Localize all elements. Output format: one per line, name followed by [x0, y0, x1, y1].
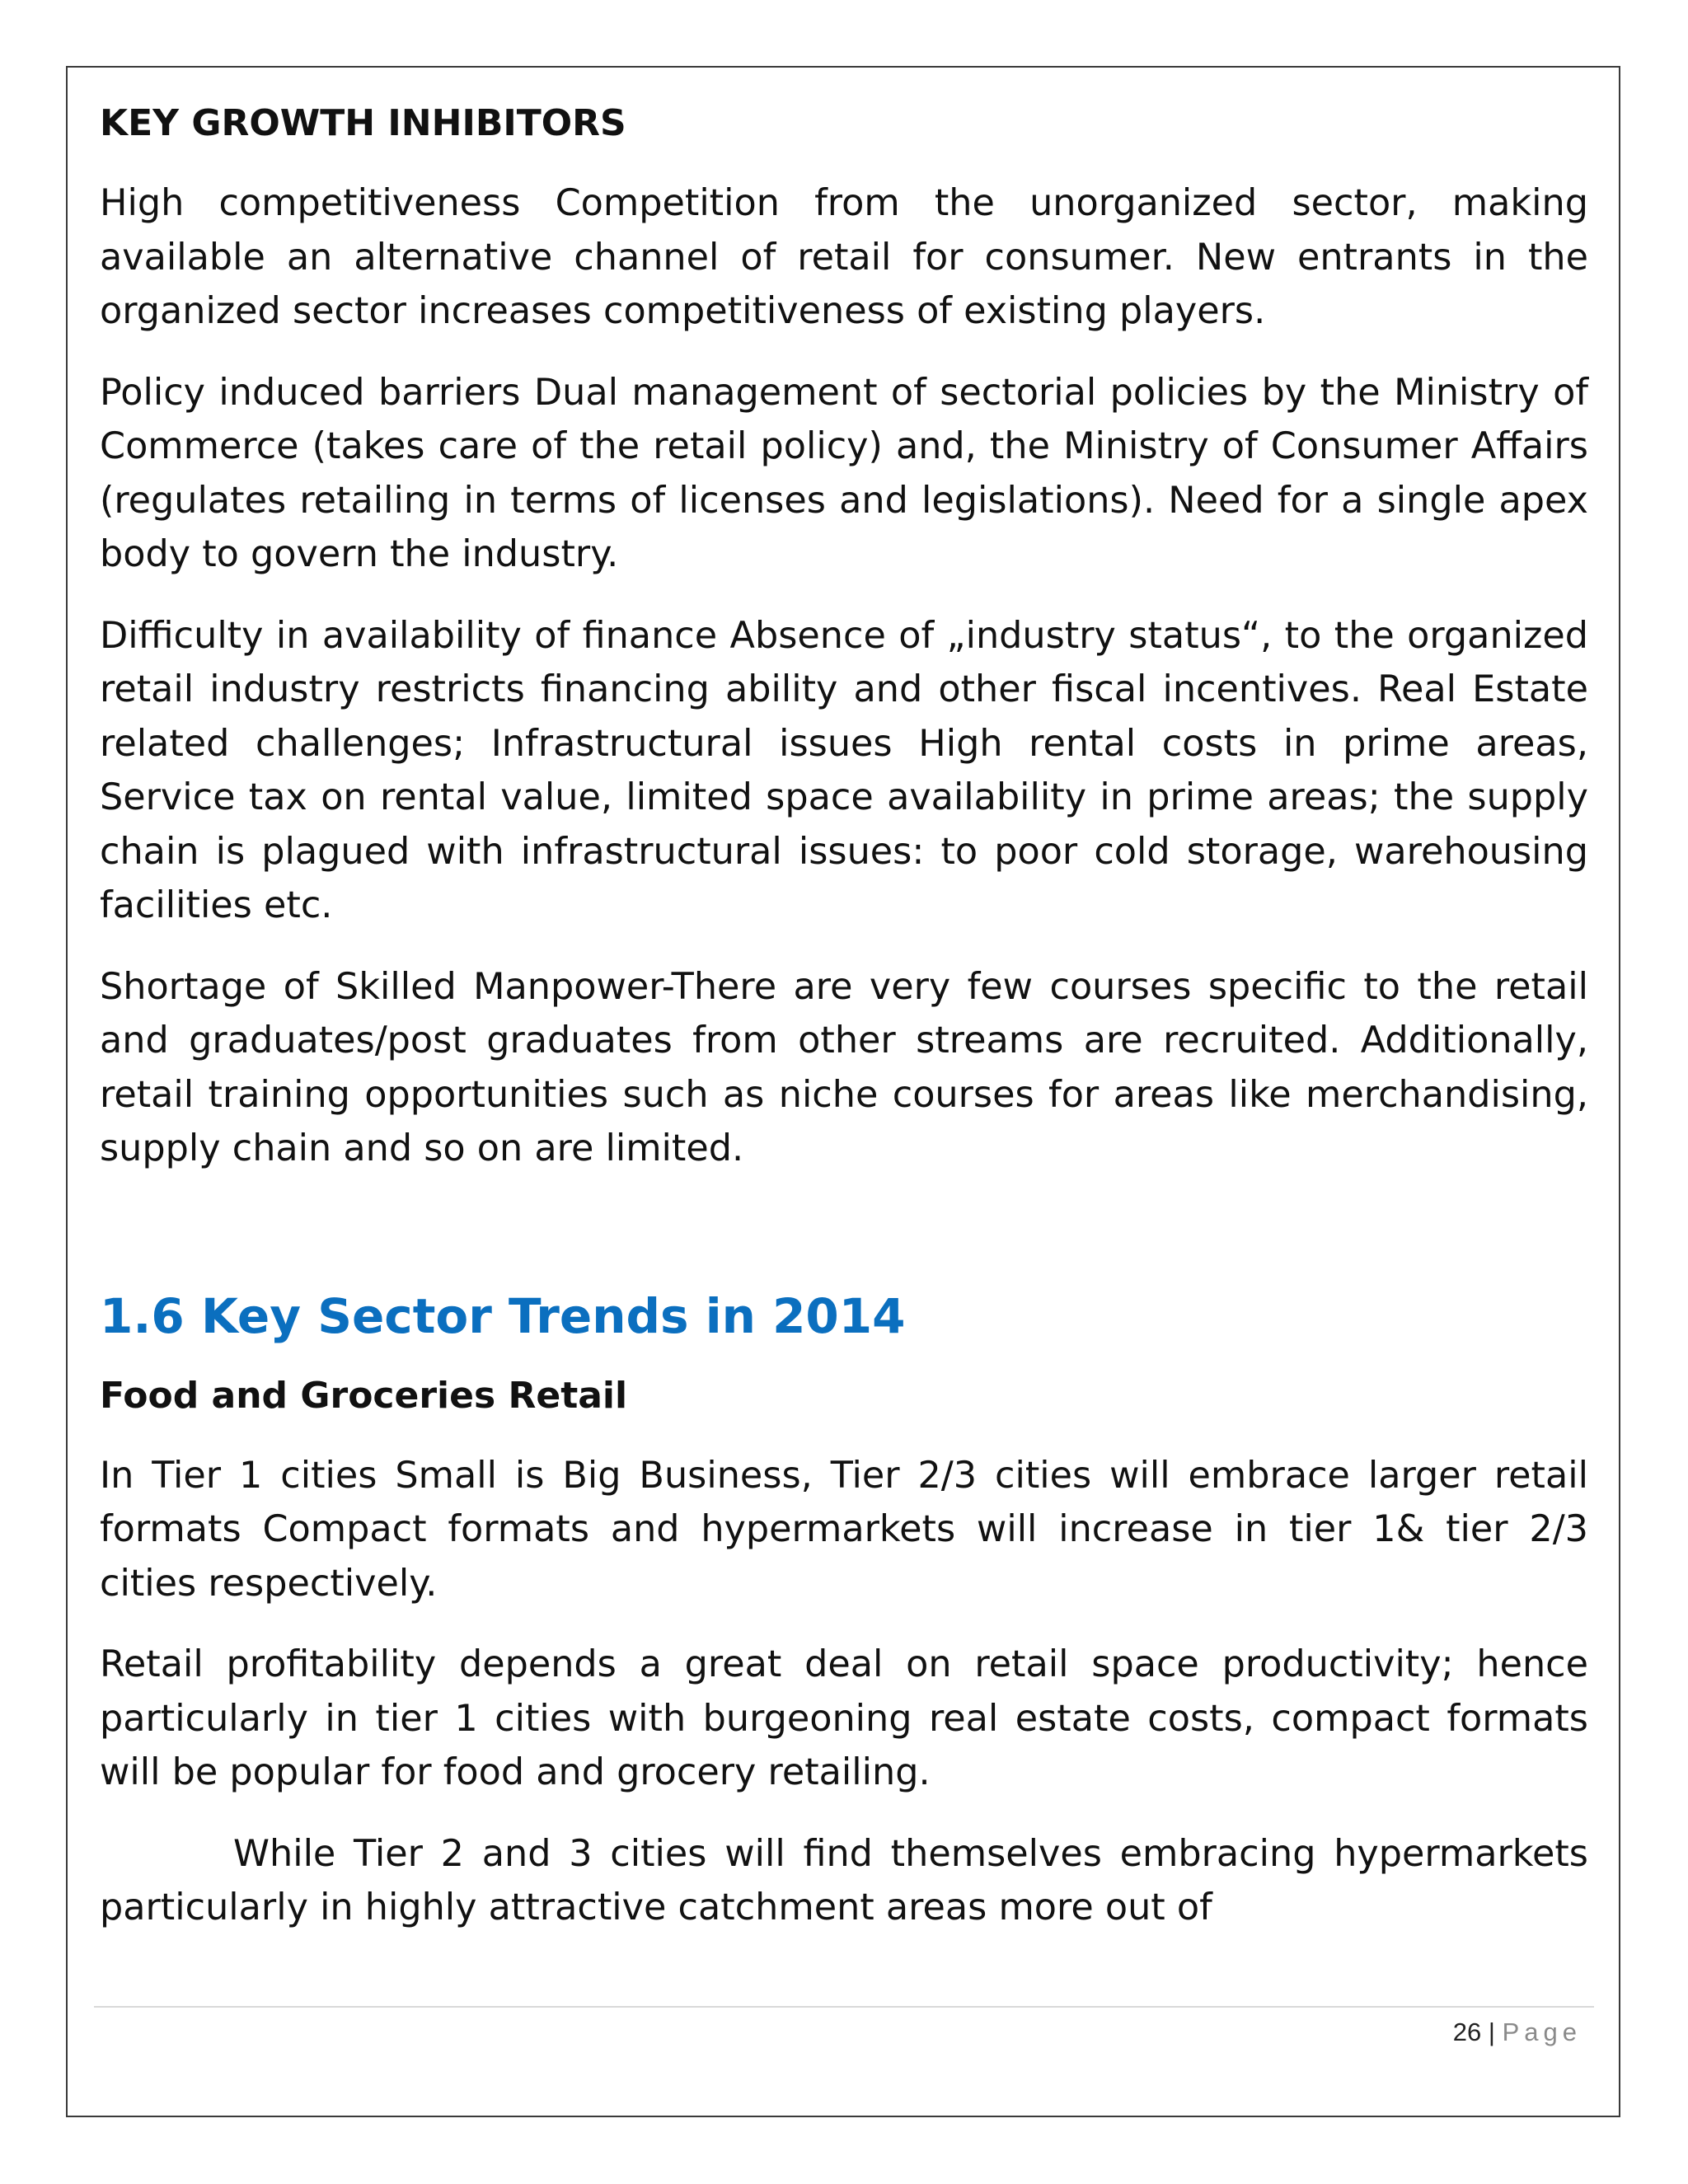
paragraph-competitiveness: High competitiveness Competition from the unorganized sector, making available an alternative channel of retail for consumer. New entrants in the organized sector increases competitiveness of existing players.	[100, 182, 1588, 332]
page-number: 26	[1452, 2018, 1482, 2046]
paragraph-profitability: Retail profitability depends a great deal on retail space productivity; hence particularly in tier 1 cities with burgeoning real estate costs, compact formats will be popular for food and grocery retailing.	[100, 1643, 1588, 1793]
page-content	[100, 101, 1588, 1962]
paragraph-hypermarkets: While Tier 2 and 3 cities will find themselves embracing hypermarkets particularly in highly attractive catchment areas more out of	[100, 1832, 1588, 1929]
page-footer	[1453, 2011, 1582, 2054]
chapter-heading: 1.6 Key Sector Trends in 2014	[100, 1287, 906, 1344]
section-spacer	[100, 1203, 1588, 1287]
footer-separator: |	[1488, 2018, 1495, 2046]
page-label: Page	[1502, 2018, 1582, 2046]
paragraph-tier-cities: In Tier 1 cities Small is Big Business, Tier 2/3 cities will embrace larger retail formats Compact formats and hypermarkets will increase in tier 1& tier 2/3 cities respectively.	[100, 1454, 1588, 1605]
subheading-food-groceries: Food and Groceries Retail	[100, 1374, 628, 1417]
paragraph-finance: Difficulty in availability of finance Absence of „industry status“, to the organized retail industry restricts financing ability and other fiscal incentives. Real Estate related challenges; Infrastructural issues High rental costs in prime areas, Service tax on rental value, limited space availability in prime areas; the supply chain is plagued with infrastructural issues: to poor cold storage, warehousing facilities etc.	[100, 614, 1588, 926]
paragraph-policy-barriers: Policy induced barriers Dual management of sectorial policies by the Ministry of Commerce (takes care of the retail policy) and, the Ministry of Consumer Affairs (regulates retailing in terms of licenses and legislations). Need for a single apex body to govern the industry.	[100, 371, 1588, 575]
section-heading: KEY GROWTH INHIBITORS	[100, 102, 626, 144]
footer-rule	[94, 2006, 1594, 2008]
paragraph-manpower: Shortage of Skilled Manpower-There are very few courses specific to the retail and graduates/post graduates from other streams are recruited. Additionally, retail training opportunities such as niche courses for areas like merchandising, supply chain and so on are limited.	[100, 965, 1588, 1169]
